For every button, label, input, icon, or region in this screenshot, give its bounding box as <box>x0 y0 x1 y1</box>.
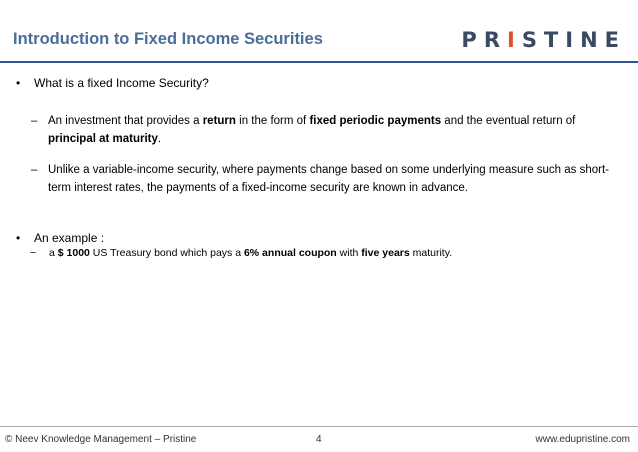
sub-bullet-definition-text <box>31 113 616 148</box>
text-run: with <box>336 247 362 259</box>
logo-text-end: STINE <box>521 28 626 52</box>
sub-bullet-marker: – <box>31 164 38 176</box>
text-run: . <box>157 132 162 145</box>
bold-run: $ 1000 <box>57 247 90 259</box>
bold-run: fixed periodic payments <box>309 115 442 127</box>
text-run: An investment that provides a <box>48 115 203 127</box>
sub-bullet-marker: − <box>30 247 37 259</box>
text-run: a <box>49 247 58 259</box>
slide-title: Introduction to Fixed Income Securities <box>13 30 323 48</box>
sub-bullet-example-text <box>30 245 615 263</box>
logo-accent-letter: I <box>506 28 522 52</box>
bullet-marker: • <box>16 76 21 90</box>
sub-bullet-example <box>30 245 615 263</box>
bullet-example-text: An example : <box>34 231 105 245</box>
sub-bullet-marker: – <box>31 115 38 127</box>
sub-bullet-contrast <box>31 162 616 197</box>
bullet-question-text: What is a fixed Income Security? <box>34 76 209 90</box>
bold-run: principal at maturity <box>48 132 158 145</box>
bullet-marker: • <box>16 231 21 245</box>
text-run: and the eventual return of <box>441 115 576 127</box>
sub-bullet-definition <box>31 113 616 148</box>
sub-bullet-contrast-text: Unlike a variable-income security, where payments change based on some underlying measure such as short-term interest rates, the payments of a fixed-income security are known in advance. <box>48 164 610 194</box>
page-number: 4 <box>316 434 322 445</box>
footer-website-link[interactable]: www.edupristine.com <box>535 434 630 445</box>
text-run: maturity. <box>409 247 453 259</box>
logo-text-start: PR <box>461 28 507 52</box>
bullet-question <box>16 76 209 90</box>
bullet-example <box>16 231 104 245</box>
footer-copyright: © Neev Knowledge Management – Pristine <box>5 434 197 445</box>
bold-run: five years <box>361 247 410 259</box>
footer-divider <box>0 426 638 427</box>
bold-run: return <box>202 115 236 127</box>
bold-run: 6% annual coupon <box>243 247 337 259</box>
text-run: in the form of <box>235 115 310 127</box>
text-run: US Treasury bond which pays a <box>89 247 244 259</box>
